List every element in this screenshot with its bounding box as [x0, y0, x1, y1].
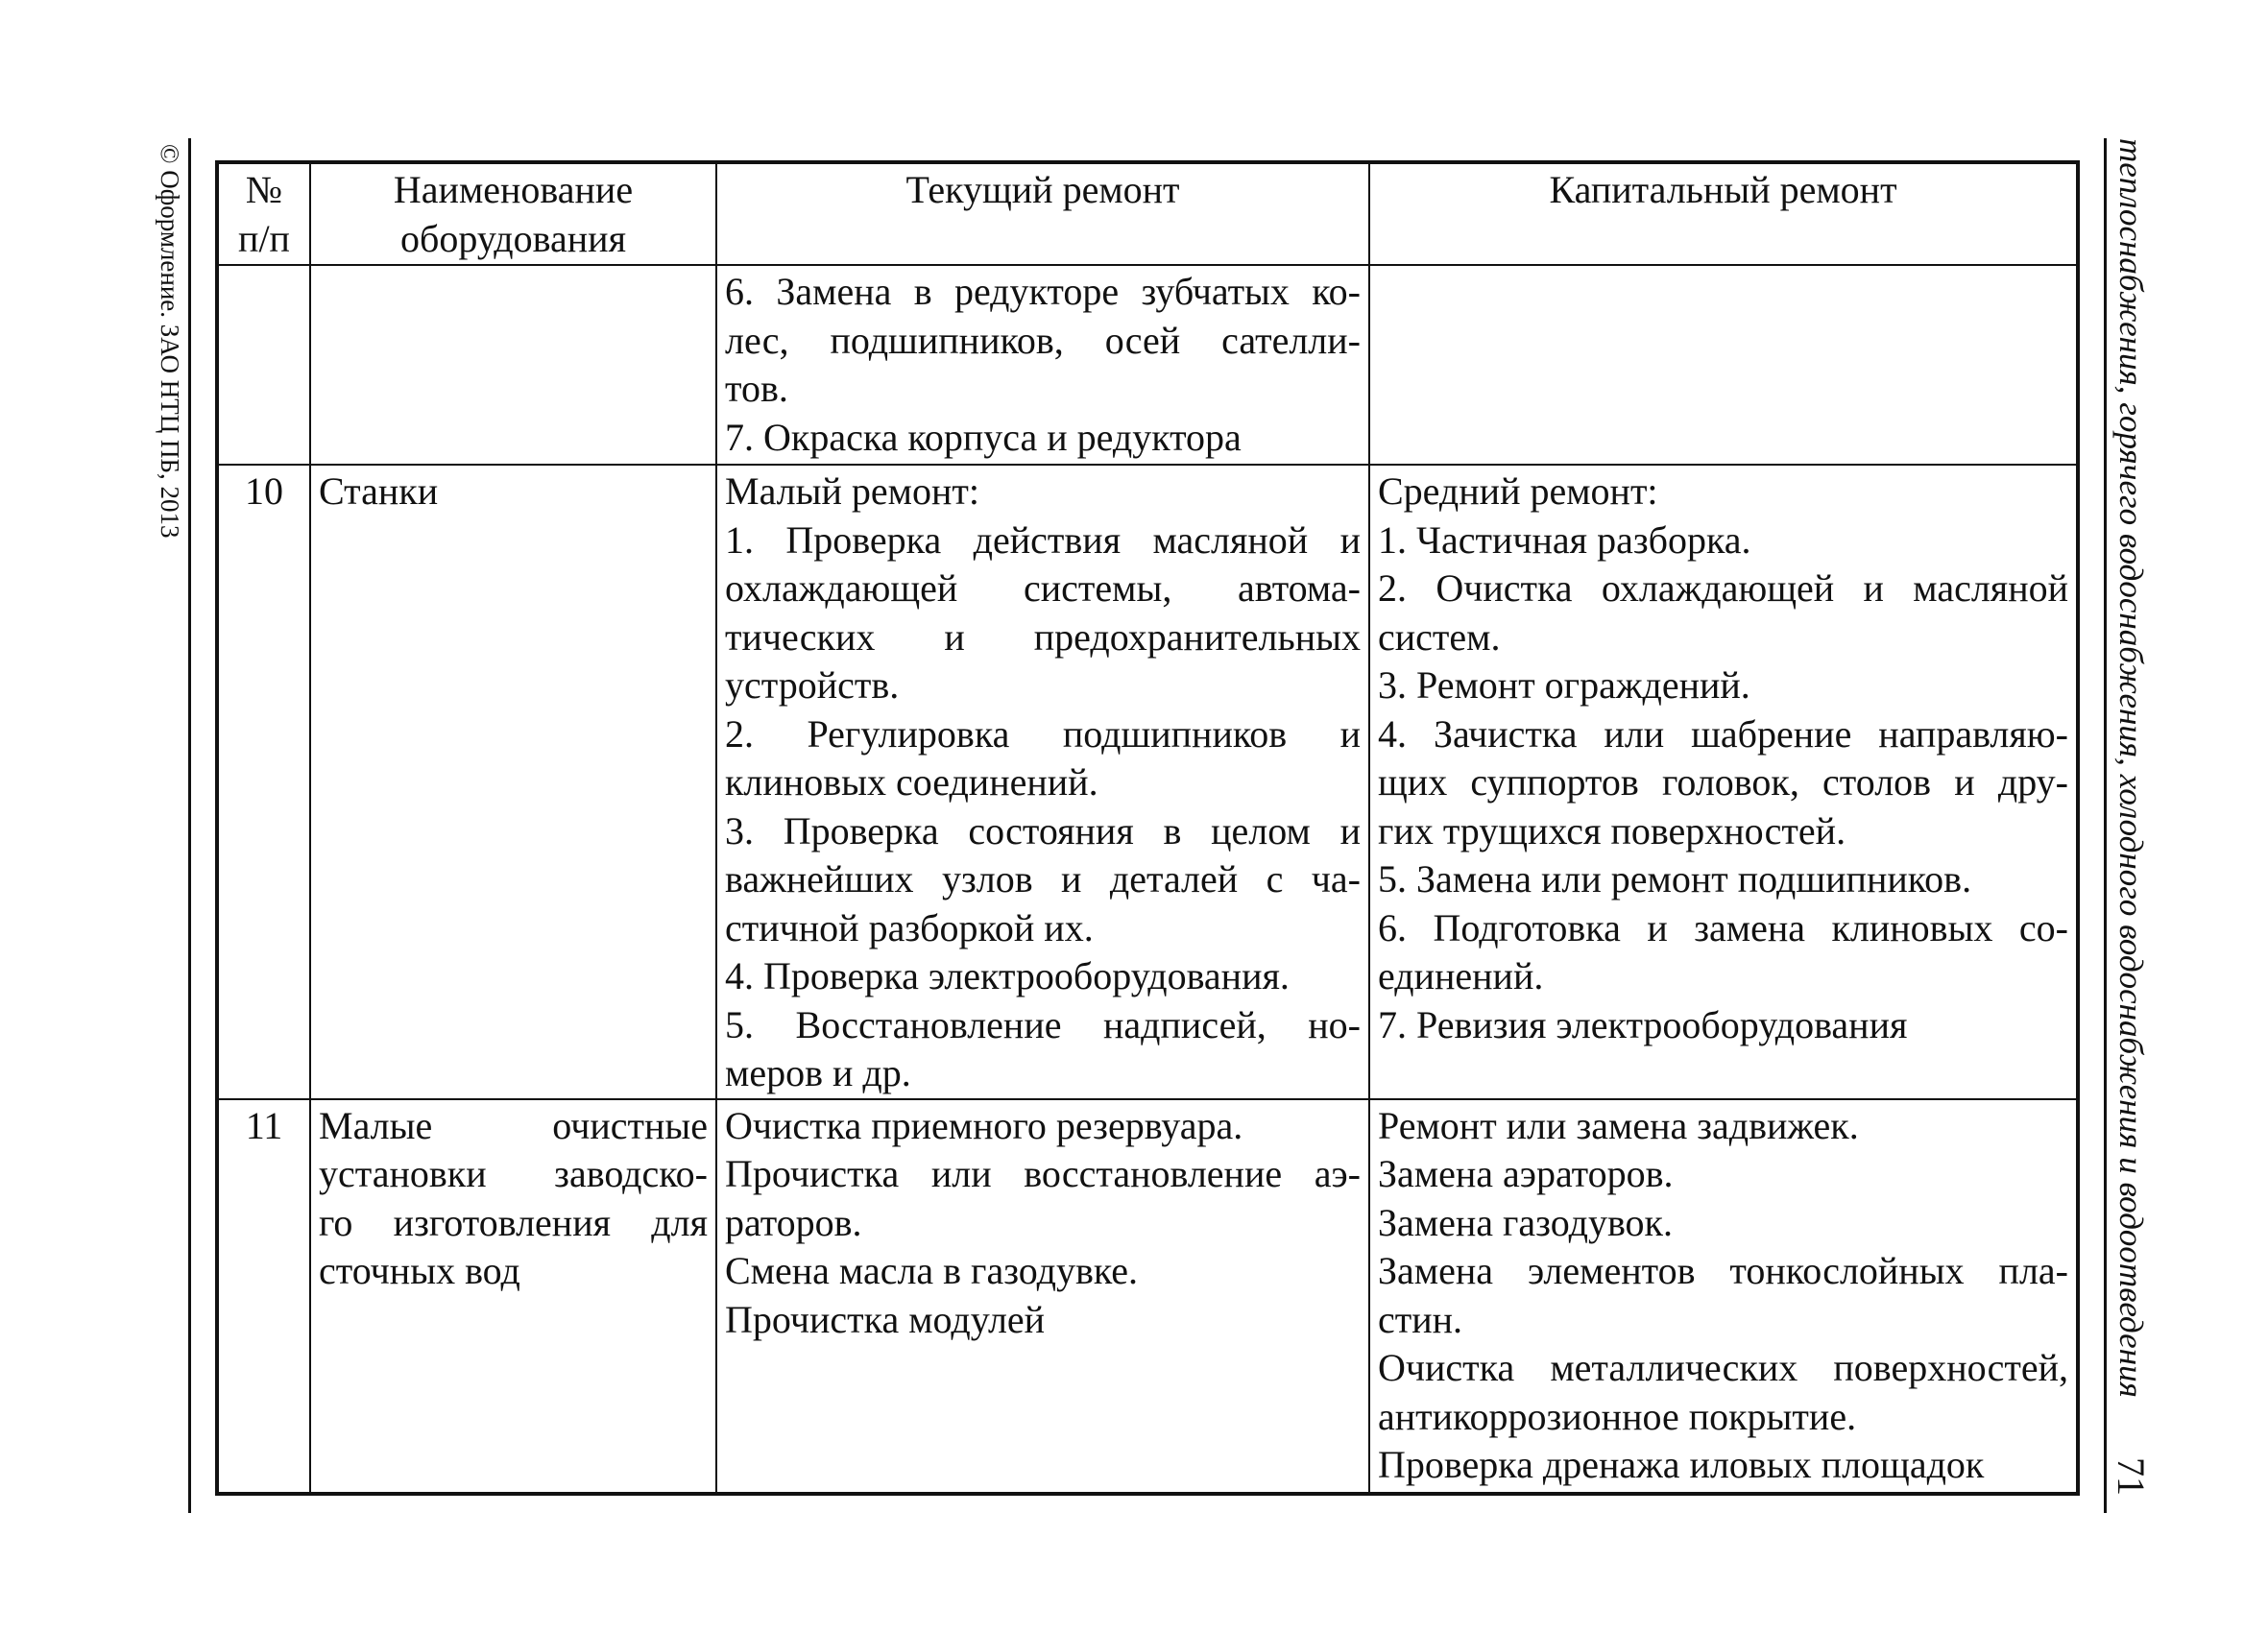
cell-line: охлаждающей системы, автома-: [725, 566, 1361, 610]
cell-line: лес, подшипников, осей сателли-: [725, 318, 1361, 362]
cell-line: Прочистка модулей: [725, 1297, 1046, 1341]
cell-line: Малый ремонт:: [725, 469, 979, 513]
cell-line: раторов.: [725, 1200, 862, 1244]
cell-line: 4. Зачистка или шабрение направляю-: [1378, 711, 2068, 756]
cell-line: Замена элементов тонкослойных пла-: [1378, 1249, 2068, 1292]
cell-current: [716, 465, 1369, 1099]
right-margin-rule: [2104, 138, 2107, 1513]
cell-line: меров и др.: [725, 1051, 911, 1094]
cell-line: 1. Частичная разборка.: [1378, 517, 1751, 562]
cell-line: 5. Восстановление надписей, но-: [725, 1002, 1361, 1046]
header-num: [217, 162, 310, 265]
cell-line: 3. Ремонт ограждений.: [1378, 663, 1750, 707]
cell-line: единений.: [1378, 954, 1544, 997]
cell-line: Замена аэраторов.: [1378, 1152, 1674, 1195]
cell-name: [310, 265, 716, 465]
table-row: [217, 265, 2078, 465]
running-header: теплоснабжения, горячего водоснабжения, холодного водоснабжения и водоотведения: [2112, 138, 2150, 1398]
table-header-row: [217, 162, 2078, 265]
cell-line: стин.: [1378, 1297, 1463, 1341]
cell-line: Смена масла в газодувке.: [725, 1249, 1139, 1292]
cell-line: устройств.: [725, 663, 900, 707]
cell-line: клиновых соединений.: [725, 760, 1098, 804]
cell-line: Очистка приемного резервуара.: [725, 1103, 1243, 1147]
cell-capital: [1369, 465, 2078, 1099]
page-number: 71: [2110, 1457, 2153, 1496]
cell-num: [217, 265, 310, 465]
cell-line: 3. Проверка состояния в целом и: [725, 808, 1361, 853]
repair-table: [215, 160, 2080, 1496]
cell-line: 4. Проверка электрооборудования.: [725, 954, 1290, 997]
header-current: Текущий ремонт: [716, 162, 1369, 265]
header-name-line1: Наименование: [393, 168, 634, 211]
header-name: [310, 162, 716, 265]
cell-line: Проверка дренажа иловых площадок: [1378, 1443, 1985, 1486]
cell-line: установки заводско-: [319, 1152, 708, 1195]
left-margin-rule: [188, 138, 191, 1513]
cell-current: [716, 265, 1369, 465]
cell-line: го изготовления для: [319, 1200, 708, 1244]
cell-line: 2. Очистка охлаждающей и масляной: [1378, 566, 2068, 610]
cell-line: 7. Окраска корпуса и редуктора: [725, 415, 1242, 459]
cell-capital: [1369, 265, 2078, 465]
cell-line: тических и предохранительных: [725, 614, 1361, 659]
cell-line: тов.: [725, 367, 788, 410]
cell-name: [310, 465, 716, 1099]
cell-line: Прочистка или восстановление аэ-: [725, 1152, 1361, 1195]
cell-line: 6. Подготовка и замена клиновых со-: [1378, 905, 2068, 949]
cell-line: 5. Замена или ремонт подшипников.: [1378, 857, 1972, 901]
cell-line: сточных вод: [319, 1249, 520, 1292]
header-name-line2: оборудования: [400, 216, 626, 260]
cell-current: [716, 1099, 1369, 1494]
cell-line: 7. Ревизия электрооборудования: [1378, 1002, 1908, 1046]
cell-line: важнейших узлов и деталей с ча-: [725, 857, 1361, 901]
table-row: [217, 1099, 2078, 1494]
header-num-line1: №: [245, 168, 283, 211]
copyright-note: © Оформление. ЗАО НТЦ ПБ, 2013: [156, 144, 184, 539]
cell-line: гих трущихся поверхностей.: [1378, 808, 1846, 853]
cell-line: 1. Проверка действия масляной и: [725, 517, 1361, 562]
cell-line: щих суппортов головок, столов и дру-: [1378, 760, 2068, 804]
cell-line: Ремонт или замена задвижек.: [1378, 1103, 1859, 1147]
cell-line: Станки: [319, 469, 439, 513]
cell-line: систем.: [1378, 614, 1501, 659]
cell-line: стичной разборкой их.: [725, 905, 1094, 949]
cell-line: 2. Регулировка подшипников и: [725, 711, 1361, 756]
cell-num: 11: [217, 1099, 310, 1494]
cell-line: Средний ремонт:: [1378, 469, 1658, 513]
cell-line: Малые очистные: [319, 1103, 708, 1147]
header-num-line2: п/п: [238, 216, 290, 260]
cell-name: [310, 1099, 716, 1494]
cell-num: 10: [217, 465, 310, 1099]
cell-line: Замена газодувок.: [1378, 1200, 1673, 1244]
cell-line: 6. Замена в редукторе зубчатых ко-: [725, 270, 1361, 313]
cell-line: Очистка металлических поверхностей,: [1378, 1346, 2068, 1389]
cell-line: антикоррозионное покрытие.: [1378, 1394, 1857, 1438]
cell-capital: [1369, 1099, 2078, 1494]
table-row: [217, 465, 2078, 1099]
header-capital: Капитальный ремонт: [1369, 162, 2078, 265]
